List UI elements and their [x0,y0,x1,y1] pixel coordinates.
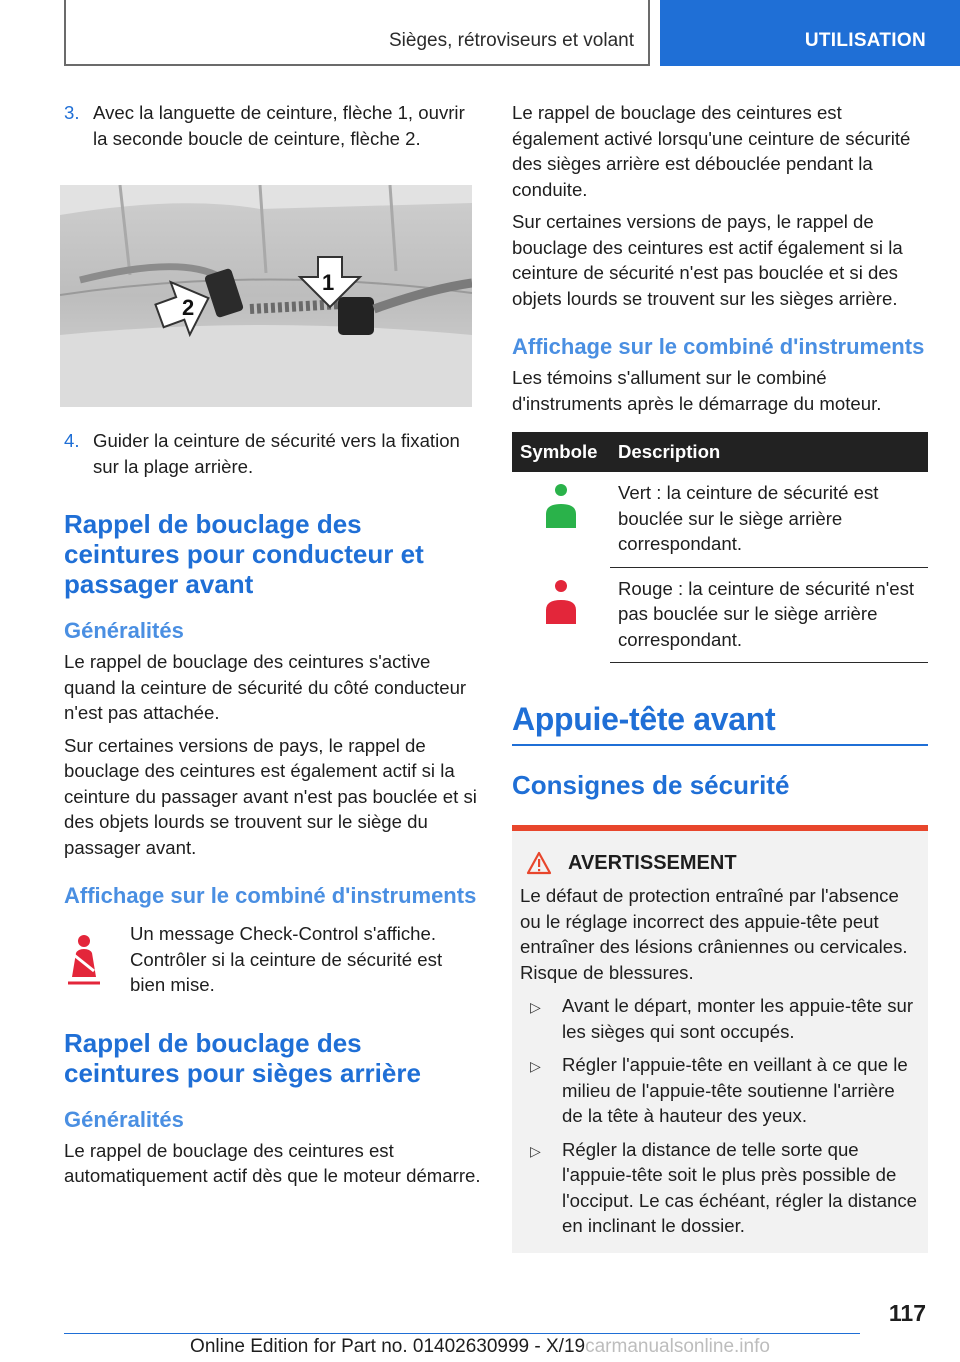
footer-watermark[interactable]: carmanualsonline.info [585,1336,770,1357]
warning-bullet-1: Avant le départ, monter les appuie-tête sur les sièges qui sont occupés. [562,995,914,1042]
seat-belt-warning-icon [64,921,130,998]
heading-instrument-display-1: Affichage sur le combiné d'instruments [64,883,477,908]
symbol-table-header [512,432,928,472]
symbol-column-header: Symbole [512,432,610,472]
header-section-title: Sièges, rétroviseurs et volant [388,30,634,51]
list-item [520,1137,920,1239]
header-chapter-title: UTILISATION [804,30,926,51]
warning-bullet-3: Régler la distance de telle sorte que l'appuie-tête soit le plus près possible de l'occiput. Le cas échéant, régler la distance en inclinant le dossier. [562,1138,917,1236]
green-seat-occupant-icon [512,472,610,567]
table-row [512,567,928,663]
bullet-triangle-icon: ▷ [530,999,541,1015]
heading-instrument-display-2: Affichage sur le combiné d'instruments [512,334,925,359]
header-chapter-tab [660,0,960,66]
red-seat-occupant-icon [512,567,610,663]
warning-title: AVERTISSEMENT [568,851,737,874]
bullet-triangle-icon: ▷ [530,1142,541,1159]
heading-general-1: Généralités [64,618,184,643]
check-control-hint-text: Un message Check-Control s'affiche. Contrôler si la ceinture de sécurité est bien mise. [130,923,443,995]
photo-label-1: 1 [322,270,335,295]
heading-general-2: Généralités [64,1106,184,1132]
symbol-table [512,432,928,663]
footer-edition-line [0,1336,960,1358]
row-green-description: Vert : la ceinture de sécurité est bouclée sur le siège arrière correspondant. [610,472,928,567]
paragraph-general-1a: Le rappel de bouclage des ceintures s'active quand la ceinture de sécurité du côté conducteur n'est pas attachée. [64,651,467,723]
paragraph-display-2: Les témoins s'allument sur le combiné d'instruments après le démarrage du moteur. [512,367,882,414]
rear-seat-belt-photo [60,185,472,407]
heading-front-seat-belt-reminder: Rappel de bouclage des ceintures pour conducteur et passager avant [64,509,424,599]
heading-rear-seat-belt-reminder: Rappel de bouclage des ceintures pour sièges arrière [64,1027,421,1088]
paragraph-general-2: Le rappel de bouclage des ceintures est automatiquement actif dès que le moteur démarre. [64,1139,481,1186]
warning-text: Le défaut de protection entraîné par l'absence ou le réglage incorrect des appuie-tête peut entraîner des lésions crâniennes ou cervicales. Risque de blessures. [520,885,908,983]
step-3-number: 3. [64,102,80,123]
description-column-header: Description [610,432,928,472]
paragraph-rear-a: Le rappel de bouclage des ceintures est également activé lorsqu'une ceinture de sécurité des sièges arrière est débouclée pendant la conduite. [512,102,911,200]
left-column [64,100,482,1196]
header-section-box [64,0,650,66]
step-3 [64,100,482,151]
step-4 [64,428,482,479]
photo-label-2: 2 [182,295,195,320]
check-control-hint [64,921,482,998]
list-item [520,1052,920,1129]
step-3-text: Avec la languette de ceinture, flèche 1, ouvrir la seconde boucle de ceinture, flèche 2. [93,102,465,149]
warning-header [520,851,920,875]
page-number: 117 [888,1300,926,1326]
warning-box [512,825,928,1253]
step-4-text: Guider la ceinture de sécurité vers la fixation sur la plage arrière. [93,430,460,477]
warning-bullet-2: Régler l'appuie-tête en veillant à ce que le milieu de l'appuie-tête soutienne l'arrière de la tête à hauteur des yeux. [562,1054,908,1126]
heading-safety-notes: Consignes de sécurité [512,770,790,800]
paragraph-general-1b: Sur certaines versions de pays, le rappel de bouclage des ceintures est également actif si la ceinture du passager avant n'est pas bouclée et si des objets lourds se trouvent sur le siège du passager avant. [64,734,477,858]
table-row [512,472,928,567]
list-item [520,993,920,1044]
heading-front-headrest: Appuie-tête avant [512,701,928,746]
footer-divider [64,1333,860,1334]
bullet-triangle-icon: ▷ [530,1058,541,1074]
step-4-number: 4. [64,430,80,451]
row-red-description: Rouge : la ceinture de sécurité n'est pas bouclée sur le siège arrière correspondant. [610,567,928,663]
right-column [512,100,928,1253]
warning-triangle-icon [526,851,552,875]
paragraph-rear-b: Sur certaines versions de pays, le rappel de bouclage des ceintures est actif également si la ceinture de sécurité n'est pas bouclée et si des objets lourds se trouvent sur les sièges arrière. [512,211,903,309]
footer-edition: Online Edition for Part no. 01402630999 - X/19 [190,1336,586,1357]
